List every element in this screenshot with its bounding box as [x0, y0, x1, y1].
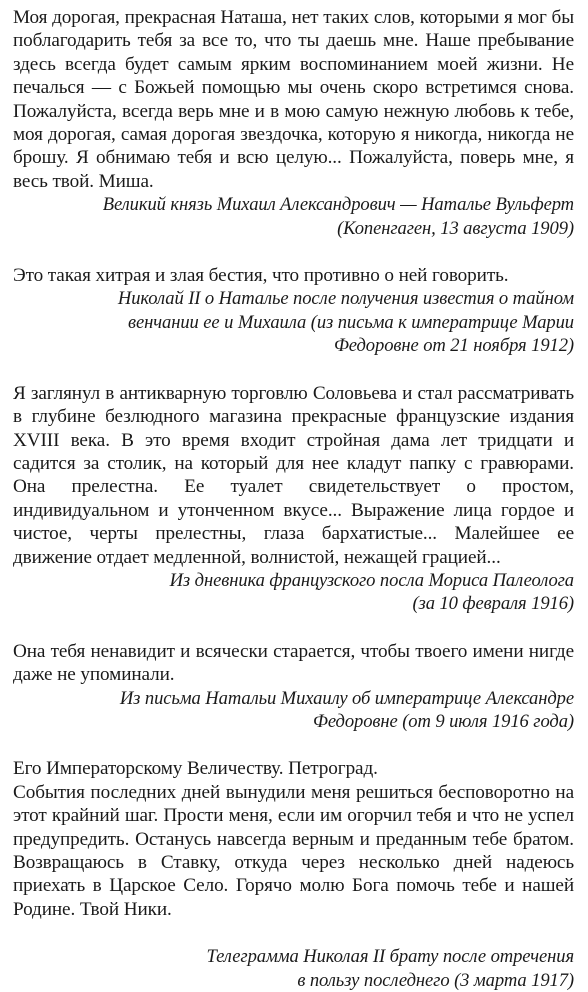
- quote-attribution: [13, 687, 574, 734]
- quote-text: События последних дней вынудили меня решиться бесповоротно на этот крайний шаг. Прости меня, если им огорчил тебя и что не успел предупредить. Останусь навсегда верным и преданным тебе братом. Возвращаюсь в Ставку, откуда через несколько дней надеюсь приехать в Царское Село. Горячо молю Бога помочь тебе и нашей Родине. Твой Ники.: [13, 781, 574, 920]
- quote-text: Моя дорогая, прекрасная Наташа, нет таких слов, которыми я мог бы поблагодарить тебя за все то, что ты даешь мне. Наше пребывание здесь всегда будет самым ярким воспоминанием моей жизни. Не печалься — с Божьей помощью мы очень скоро встретимся снова. Пожалуйста, всегда верь мне и в мою самую нежную любовь к тебе, моя дорогая, самая дорогая звездочка, которую я никогда, никогда не брошу. Я обнимаю тебя и всю целую... Пожалуйста, поверь мне, я весь твой. Миша.: [13, 7, 574, 192]
- quote-attribution: [13, 569, 574, 616]
- quote-attribution: [13, 287, 574, 357]
- quote-block-1: [13, 6, 574, 240]
- attribution-line: венчании ее и Михаила (из письма к императрице Марии: [127, 311, 574, 333]
- quote-attribution: [13, 193, 574, 240]
- attribution-line: Федоровне от 21 ноября 1912): [333, 335, 574, 357]
- quote-heading: Его Императорскому Величеству. Петроград.: [13, 758, 378, 780]
- attribution-line: Великий князь Михаил Александрович — Наталье Вульферт: [102, 194, 574, 216]
- quote-text: Это такая хитрая и злая бестия, что противно о ней говорить.: [13, 265, 509, 287]
- attribution-line: в пользу последнего (3 марта 1917): [297, 969, 574, 991]
- attribution-line: (Копенгаген, 13 августа 1909): [337, 217, 574, 239]
- quote-block-4: [13, 640, 574, 734]
- quote-attribution: [13, 945, 574, 992]
- document-page: [13, 6, 574, 992]
- attribution-line: Телеграмма Николая II брату после отречения: [206, 946, 574, 968]
- attribution-line: (за 10 февраля 1916): [412, 593, 574, 615]
- attribution-line: Федоровне (от 9 июля 1916 года): [312, 710, 574, 732]
- quote-block-3: [13, 382, 574, 616]
- quote-text: Я заглянул в антикварную торговлю Соловьева и стал рассматривать в глубине безлюдного магазина прекрасные французские издания XVIII века. В это время входит стройная дама лет тридцати и садится за столик, на который для нее кладут папку с гравюрами. Она прелестна. Ее туалет свидетельствует о простом, индивидуальном и утонченном вкусе... Выражение лица гордое и чистое, черты прелестны, глаза бархатистые... Малейшее ее движение отдает медленной, волнистой, нежащей грацией...: [13, 382, 574, 568]
- quote-text: Она тебя ненавидит и всячески старается, чтобы твоего имени нигде даже не упоминали.: [13, 640, 574, 686]
- quote-block-5: [13, 757, 574, 992]
- attribution-line: Из письма Натальи Михаилу об императрице Александре: [119, 687, 574, 709]
- attribution-line: Из дневника французского посла Мориса Палеолога: [169, 569, 574, 591]
- attribution-line: Николай II о Наталье после получения известия о тайном: [117, 288, 574, 310]
- quote-block-2: [13, 264, 574, 358]
